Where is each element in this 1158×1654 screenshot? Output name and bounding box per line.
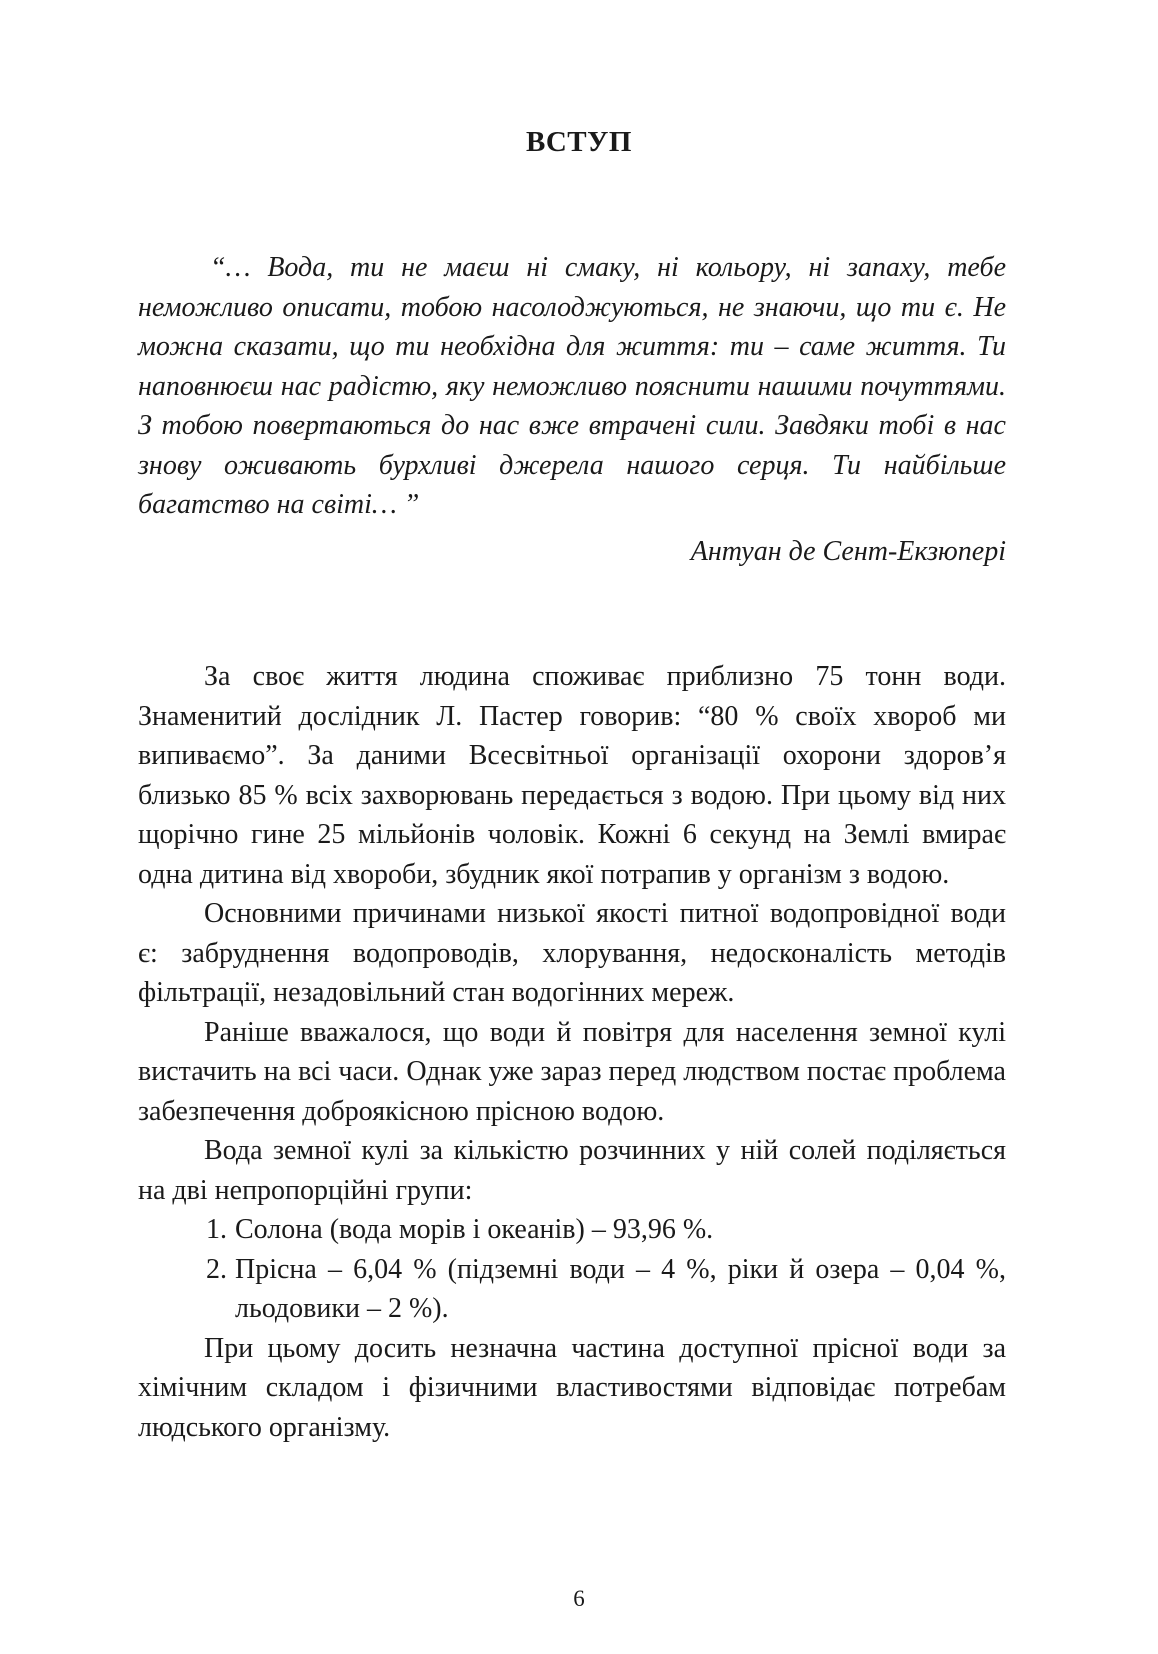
list-item-text: Солона (вода морів і океанів) – 93,96 %. bbox=[235, 1214, 714, 1245]
epigraph-quote: “… Вода, ти не маєш ні смаку, ні кольору, ні запаху, тебе неможливо описати, тобою насолоджуються, не знаючи, що ти є. Не можна сказати, що ти необхідна для життя: ти – саме життя. Ти наповнюєш нас радістю, яку неможливо пояснити нашими почуттями. З тобою повертаються до нас вже втрачені сили. Завдяки тобі в нас знову оживають бурхливі джерела нашого серця. Ти найбільше багатство на світі… ” bbox=[138, 252, 1006, 520]
paragraph: Вода земної кулі за кількістю розчинних у ній солей поділяється на дві непропорційні групи: bbox=[138, 1135, 1006, 1206]
section-heading: ВСТУП bbox=[526, 126, 632, 158]
closing-paragraph: При цьому досить незначна частина доступної прісної води за хімічним складом і фізичними властивостями відповідає потребам людського організму. bbox=[138, 1332, 1006, 1443]
list-item-number: 2. bbox=[206, 1253, 227, 1285]
paragraph: За своє життя людина споживає приблизно 75 тонн води. Знаменитий дослідник Л. Пастер говорив: “80 % своїх хвороб ми випиваємо”. За даними Всесвітньої організації охорони здоров’я близько 85 % всіх захворювань передається з водою. При цьому від них щорічно гине 25 мільйонів чоловік. Кожні 6 секунд на Землі вмирає одна дитина від хвороби, збудник якої потрапив у організм з водою. bbox=[138, 661, 1006, 890]
paragraph: Раніше вважалося, що води й повітря для населення земної кулі вистачить на всі часи. Однак уже зараз перед людством постає проблема забезпечення доброякісною прісною водою. bbox=[138, 1016, 1006, 1127]
epigraph-author: Антуан де Сент-Екзюпері bbox=[690, 536, 1006, 567]
list-item-number: 1. bbox=[206, 1214, 227, 1245]
page-number: 6 bbox=[573, 1586, 585, 1611]
list-item bbox=[138, 1210, 1006, 1250]
body-text bbox=[138, 657, 1006, 1447]
numbered-list bbox=[138, 1210, 1006, 1329]
list-item-text: Прісна – 6,04 % (підземні води – 4 %, ріки й озера – 0,04 %, льодовики – 2 %). bbox=[235, 1253, 1006, 1324]
list-item bbox=[138, 1250, 1006, 1329]
paragraph: Основними причинами низької якості питної водопровідної води є: забруднення водопроводів, хлорування, недосконалість методів фільтрації, незадовільний стан водогінних мереж. bbox=[138, 898, 1006, 1008]
